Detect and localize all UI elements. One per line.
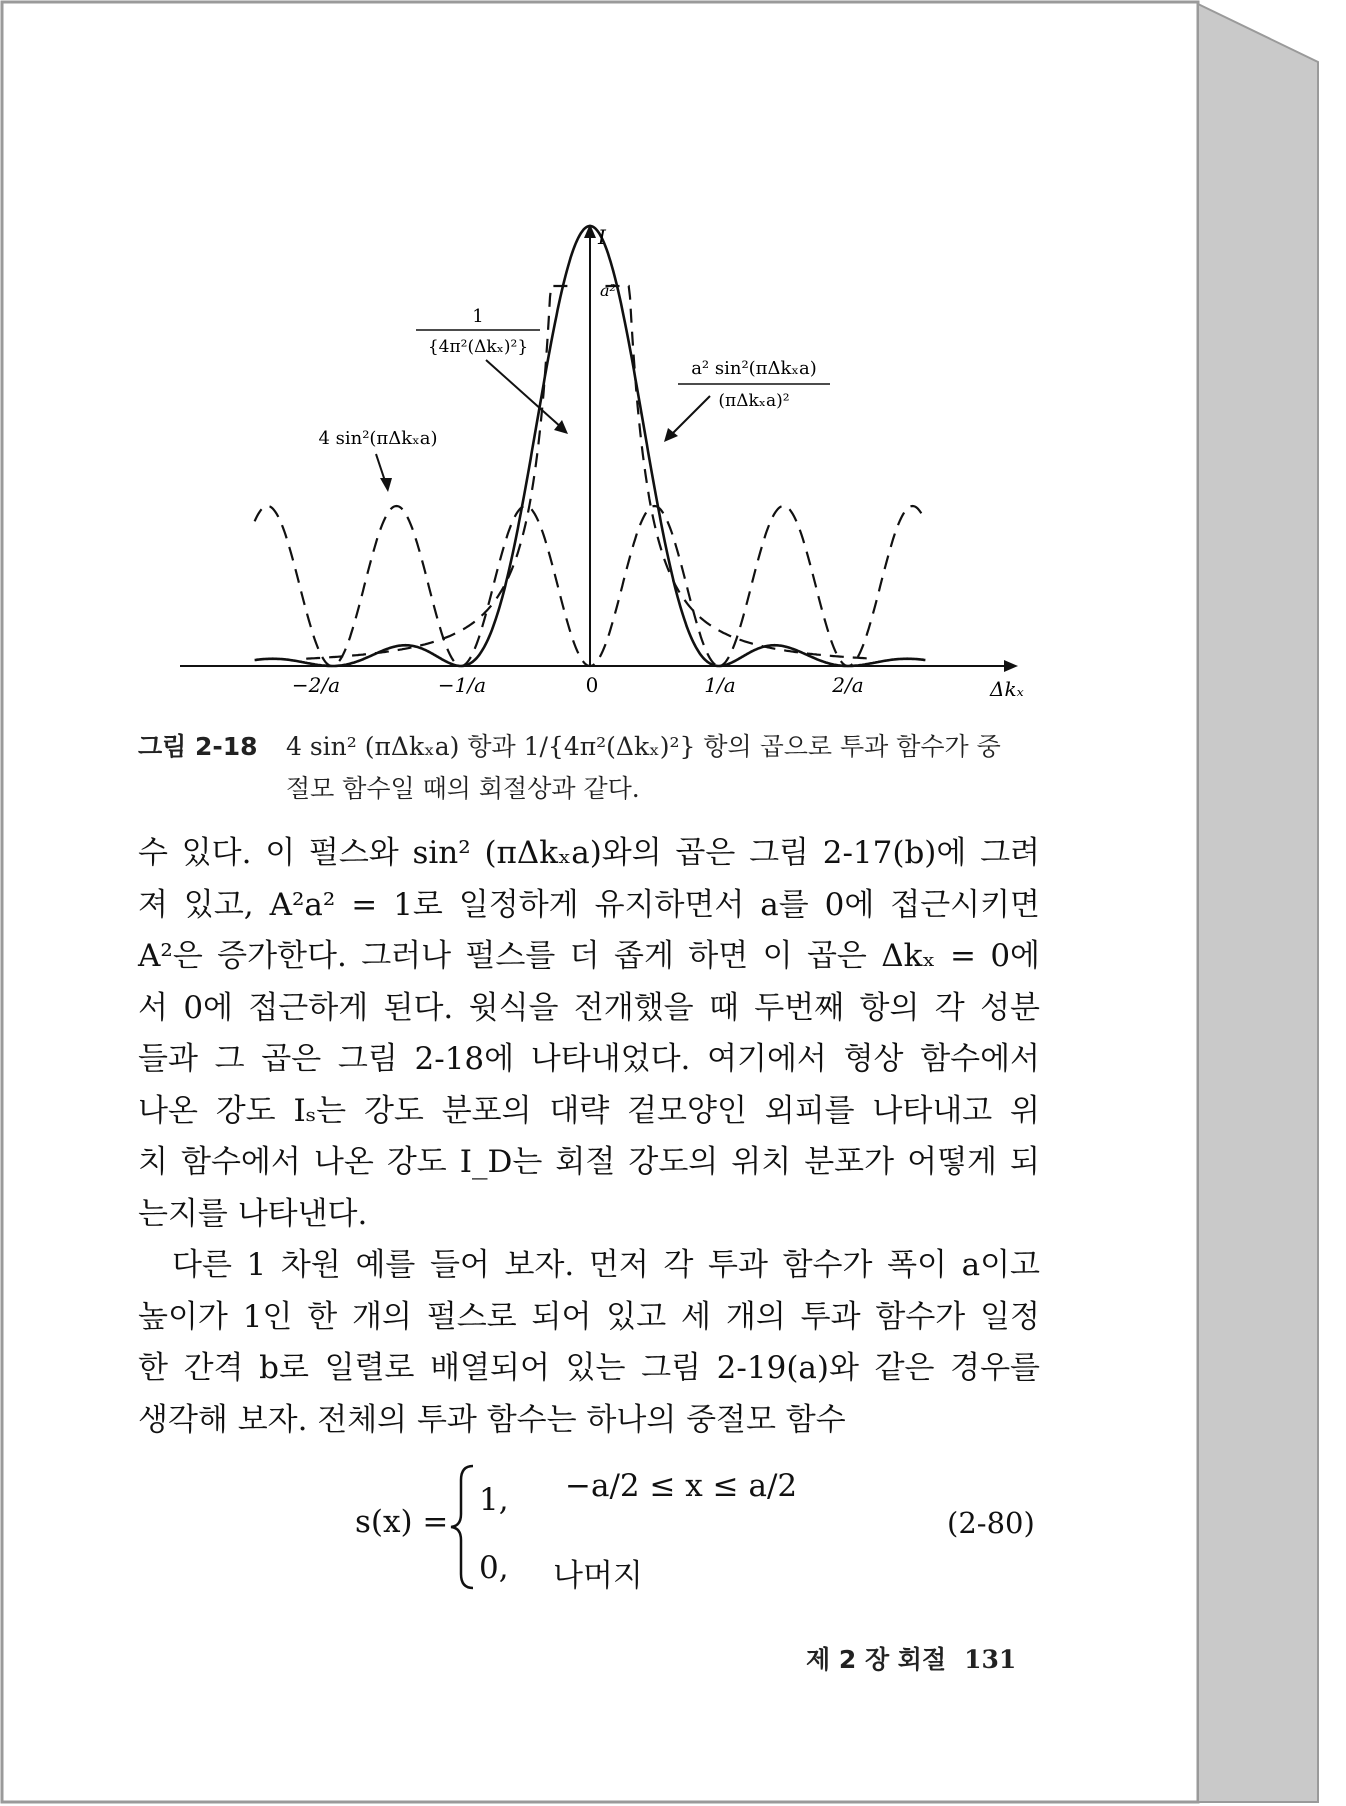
page-footer [806, 1640, 1016, 1676]
paragraph-1-line-4: 서 0에 접근하게 된다. 윗식을 전개했을 때 두번째 항의 각 성분 [138, 989, 1040, 1026]
paragraph-1-line-2: 져 있고, A²a² = 1로 일정하게 유지하면서 a를 0에 접근시키면 [138, 886, 1040, 923]
diffraction-figure [170, 220, 1030, 710]
annotation-sin-arrowhead [380, 478, 392, 492]
caption-line-1: 4 sin² (πΔkₓa) 항과 1/{4π²(Δkₓ)²} 항의 곱으로 투과 함수가 중 [286, 732, 1001, 761]
chapter-title: 제 2 장 회절 [806, 1645, 947, 1674]
paragraph-1-line-3: A²은 증가한다. 그러나 펄스를 더 좁게 하면 이 곱은 Δkₓ = 0에 [138, 938, 1040, 974]
tick-label-pos2: 2/a [832, 673, 864, 697]
peak-label: a² [600, 281, 616, 300]
paragraph-2-line-2: 높이가 1인 한 개의 펄스로 되어 있고 세 개의 투과 함수가 일정 [138, 1298, 1040, 1335]
tick-label-neg1: −1/a [437, 673, 487, 697]
equation-lhs: s(x) = [355, 1504, 449, 1540]
page-number: 131 [964, 1645, 1017, 1674]
equation-2-80 [355, 1462, 1055, 1592]
annotation-sin: 4 sin²(πΔkₓa) [318, 428, 438, 449]
annotation-envelope-numerator: 1 [472, 306, 484, 327]
caption-line-2: 절모 함수일 때의 회절상과 같다. [286, 774, 640, 803]
x-axis-label: Δkₓ [990, 677, 1024, 701]
annotation-product-arrow [670, 396, 710, 436]
paragraph-2-line-1: 다른 1 차원 예를 들어 보자. 먼저 각 투과 함수가 폭이 a이고 [172, 1247, 1040, 1283]
tick-label-neg2: −2/a [291, 673, 341, 697]
equation-case-1-condition: −a/2 ≤ x ≤ a/2 [565, 1468, 798, 1504]
annotation-product-numerator: a² sin²(πΔkₓa) [691, 358, 817, 379]
equation-case-2-condition: 나머지 [553, 1558, 643, 1594]
equation-brace [447, 1462, 477, 1592]
paragraph-2-line-3: 한 간격 b로 일렬로 배열되어 있는 그림 2-19(a)와 같은 경우를 [138, 1350, 1040, 1386]
body-text [138, 828, 1040, 1446]
annotation-envelope-denominator: {4π²(Δkₓ)²} [427, 337, 529, 357]
paragraph-1-line-5: 들과 그 곱은 그림 2-18에 나타내었다. 여기에서 형상 함수에서 [138, 1041, 1040, 1077]
series-dashed-envelope-right [606, 286, 874, 659]
paragraph-1-line-8: 는지를 나타낸다. [138, 1195, 368, 1232]
paragraph-1-line-1: 수 있다. 이 펄스와 sin² (πΔkₓa)와의 곱은 그림 2-17(b)에 그려 [138, 835, 1040, 871]
paragraph-1-line-7: 치 함수에서 나온 강도 I_D는 회절 강도의 위치 분포가 어떻게 되 [138, 1144, 1040, 1180]
paragraph-1-line-6: 나온 강도 Iₛ는 강도 분포의 대략 겉모양인 외피를 나타내고 위 [138, 1092, 1040, 1129]
figure-caption [138, 726, 1038, 810]
annotation-product-denominator: (πΔkₓa)² [718, 391, 790, 411]
equation-case-1-value: 1, [479, 1482, 509, 1518]
y-axis-label: I [598, 225, 606, 249]
x-axis-arrow [1004, 660, 1018, 672]
tick-label-pos1: 1/a [704, 673, 736, 697]
equation-case-2-value: 0, [479, 1550, 509, 1586]
annotation-envelope-arrow [486, 360, 562, 428]
equation-number: (2-80) [947, 1506, 1035, 1540]
paragraph-2-line-4: 생각해 보자. 전체의 투과 함수는 하나의 중절모 함수 [138, 1401, 846, 1438]
tick-label-zero: 0 [585, 673, 599, 697]
caption-label: 그림 2-18 [138, 732, 258, 761]
